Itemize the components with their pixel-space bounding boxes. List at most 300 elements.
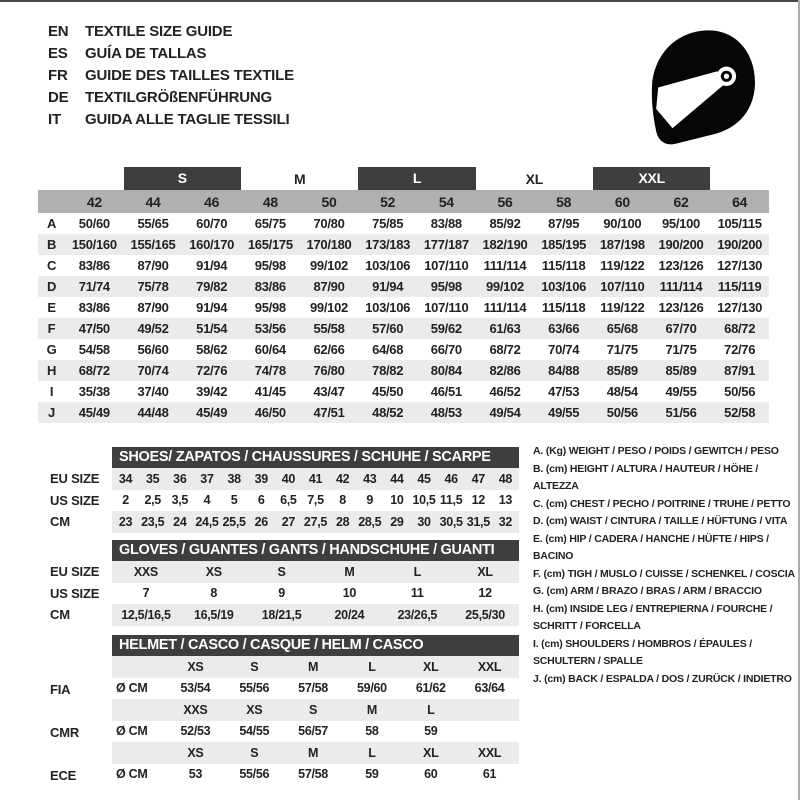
helmet-size-header: XS [246, 702, 263, 717]
measure-cell: 155/165 [130, 237, 176, 252]
value-cell: 18/21,5 [261, 607, 302, 622]
helmet-size-header: XXS [183, 702, 208, 717]
value-cell: 6 [257, 493, 265, 508]
measure-cell: 99/102 [310, 258, 348, 273]
lang-code: DE [48, 88, 69, 106]
measure-row-i [38, 381, 769, 402]
helmet-value-cell: 57/58 [298, 681, 328, 696]
measure-cell: 115/119 [717, 279, 762, 294]
legend-item-h: H. (cm) INSIDE LEG / ENTREPIERNA / FOURCHE / SCHRITT / FORCELLA [533, 602, 773, 632]
measure-cell: 91/94 [196, 300, 228, 315]
measure-cell: 123/126 [658, 300, 704, 315]
measure-cell: 72/76 [196, 363, 228, 378]
value-cell: 9 [366, 493, 374, 508]
legend-item-g: G. (cm) ARM / BRAZO / BRAS / ARM / BRACCIO [533, 585, 762, 597]
measure-cell: 48/52 [372, 405, 404, 420]
row-letter: D [46, 279, 57, 294]
helmet-size-header: XXL [477, 659, 502, 674]
measure-cell: 160/170 [189, 237, 235, 252]
gloves-table [112, 540, 519, 626]
helmet-value-cell: 61/62 [415, 681, 446, 696]
gloves-row-label-eu: EU SIZE [50, 564, 100, 579]
gloves-section [38, 540, 520, 630]
measure-cell: 123/126 [658, 258, 704, 273]
gloves-row-label-us: US SIZE [50, 586, 100, 601]
measure-cell: 99/102 [486, 279, 524, 294]
measure-cell: 187/198 [599, 237, 645, 252]
value-row [112, 468, 519, 490]
size-col-header: 64 [732, 193, 748, 210]
helmet-value-cell: 60 [424, 767, 438, 782]
value-cell: 24 [173, 514, 187, 529]
diameter-unit-label: Ø CM [116, 767, 148, 782]
page-title: TEXTILE SIZE GUIDE [85, 22, 233, 40]
size-col-header: 50 [321, 193, 337, 210]
measure-cell: 49/55 [548, 405, 580, 420]
measure-cell: 58/62 [196, 342, 228, 357]
value-cell: 5 [230, 493, 238, 508]
helmet-value-cell: 55/56 [239, 681, 270, 696]
value-cell: 34 [118, 471, 133, 486]
value-cell: 25,5/30 [465, 607, 505, 622]
value-cell: 40 [281, 471, 296, 486]
value-cell: 39 [254, 471, 268, 486]
value-cell: 44 [390, 471, 404, 486]
legend-item-f: F. (cm) TIGH / MUSLO / CUISSE / SCHENKEL / COSCIA [533, 567, 795, 580]
value-cell: 48 [498, 471, 513, 486]
legend-item-i: I. (cm) SHOULDERS / HOMBROS / ÉPAULES / SCHULTERN / SPALLE [533, 637, 752, 667]
measure-cell: 165/175 [247, 237, 293, 252]
size-col-header: 56 [497, 193, 513, 210]
measure-cell: 111/114 [483, 258, 527, 273]
value-cell: 6,5 [280, 493, 297, 508]
helmet-values-row-fia [112, 678, 519, 700]
value-cell: 46 [444, 471, 458, 486]
measure-row-j [38, 402, 769, 423]
legend-item-b: B. (cm) HEIGHT / ALTURA / HAUTEUR / HÖHE / ALTEZZA [533, 462, 759, 492]
measure-cell: 48/53 [430, 405, 462, 420]
measure-cell: 85/89 [665, 363, 697, 378]
row-letter: F [47, 321, 56, 336]
measure-cell: 54/58 [78, 342, 110, 357]
size-col-header: 48 [262, 193, 278, 210]
helmet-value-cell: 57/58 [298, 767, 328, 782]
diameter-unit-label: Ø CM [116, 681, 148, 696]
value-cell: 8 [339, 493, 346, 508]
value-cell: 3,5 [171, 493, 189, 508]
measure-cell: 95/98 [254, 300, 286, 315]
measure-cell: 95/98 [254, 258, 286, 273]
helmet-size-header: M [366, 702, 377, 717]
helmet-size-header: XXL [477, 745, 502, 760]
shoes-row-label-eu: EU SIZE [50, 471, 100, 486]
legend-item-j: J. (cm) BACK / ESPALDA / DOS / ZURÜCK / INDIETRO [533, 672, 792, 685]
measure-cell: 185/195 [541, 237, 587, 252]
row-letter: C [46, 258, 57, 273]
value-cell: 11,5 [439, 493, 463, 508]
measure-cell: 68/72 [724, 321, 756, 336]
value-cell: 32 [498, 514, 513, 529]
helmet-size-header: M [308, 659, 319, 674]
value-cell: 37 [200, 471, 214, 486]
measure-cell: 87/90 [137, 258, 169, 273]
measure-cell: 83/86 [78, 300, 110, 315]
measure-cell: 78/82 [372, 363, 404, 378]
main-size-table [38, 167, 769, 423]
measure-cell: 85/92 [489, 216, 521, 231]
value-cell: 7 [142, 586, 150, 601]
helmet-value-cell: 59 [424, 724, 438, 739]
value-cell: 43 [363, 471, 377, 486]
title-row-de [48, 86, 294, 108]
measure-cell: 190/200 [658, 237, 704, 252]
size-number-row [38, 190, 769, 213]
size-class-l: L [358, 167, 475, 190]
measure-cell: 62/66 [313, 342, 345, 357]
helmet-value-cell: 52/53 [180, 724, 211, 739]
legend-item-e: E. (cm) HIP / CADERA / HANCHE / HÜFTE / HIPS / BACINO [533, 532, 769, 562]
helmet-standard-cmr: CMR [50, 725, 80, 740]
helmet-value-cell: 53/54 [180, 681, 211, 696]
value-cell: 4 [203, 493, 211, 508]
helmet-table-title: HELMET / CASCO / CASQUE / HELM / CASCO [112, 635, 519, 656]
value-cell: 28,5 [358, 514, 382, 529]
helmet-size-header: L [368, 659, 376, 674]
measure-row-h [38, 360, 769, 381]
measure-cell: 57/60 [372, 321, 404, 336]
measure-cell: 111/114 [659, 279, 703, 294]
measure-cell: 63/66 [548, 321, 580, 336]
page-title: GUIDA ALLE TAGLIE TESSILI [85, 110, 290, 128]
size-class-xxl: XXL [593, 167, 710, 190]
value-row [112, 511, 519, 533]
size-class-s: S [124, 167, 241, 190]
helmet-value-cell: 56/57 [298, 724, 328, 739]
size-class-xl: XL [525, 170, 543, 187]
helmet-size-header: S [309, 702, 318, 717]
value-cell: 16,5/19 [193, 607, 234, 622]
lang-code: FR [48, 66, 68, 84]
measure-row-g [38, 339, 769, 360]
value-cell: 10 [342, 586, 357, 601]
value-cell: 2 [122, 493, 129, 508]
measure-cell: 95/98 [430, 279, 462, 294]
measure-cell: 47/50 [78, 321, 110, 336]
measure-cell: 95/100 [662, 216, 700, 231]
helmet-standard-ece: ECE [50, 768, 77, 783]
value-cell: S [277, 564, 286, 579]
helmet-table [112, 635, 519, 785]
measure-cell: 50/56 [724, 384, 756, 399]
value-cell: 23,5 [141, 514, 165, 529]
page-title: GUÍA DE TALLAS [85, 44, 207, 62]
measure-cell: 70/80 [313, 216, 345, 231]
value-cell: 24,5 [195, 514, 219, 529]
size-col-header: 44 [145, 193, 161, 210]
measure-cell: 68/72 [489, 342, 521, 357]
measure-cell: 70/74 [548, 342, 580, 357]
measure-cell: 48/54 [606, 384, 638, 399]
measure-cell: 50/56 [606, 405, 638, 420]
measure-cell: 127/130 [717, 300, 763, 315]
measure-cell: 91/94 [196, 258, 228, 273]
value-cell: 41 [308, 471, 323, 486]
title-row-en [48, 20, 294, 42]
measure-cell: 75/78 [137, 279, 169, 294]
measure-cell: 83/86 [78, 258, 110, 273]
measure-cell: 46/52 [489, 384, 521, 399]
helmet-value-cell: 55/56 [239, 767, 270, 782]
measure-cell: 67/70 [665, 321, 697, 336]
value-cell: 12,5/16,5 [121, 607, 171, 622]
legend-item-c: C. (cm) CHEST / PECHO / POITRINE / TRUHE / PETTO [533, 497, 791, 510]
helmet-size-header: XS [187, 659, 204, 674]
measure-cell: 71/75 [665, 342, 697, 357]
helmet-value-cell: 59 [365, 767, 379, 782]
measure-cell: 119/122 [600, 300, 645, 315]
value-cell: 23/26,5 [397, 607, 438, 622]
value-cell: L [413, 564, 421, 579]
row-letter: A [46, 216, 57, 231]
helmet-value-cell: 59/60 [357, 681, 387, 696]
measure-cell: 182/190 [482, 237, 528, 252]
measure-cell: 173/183 [365, 237, 411, 252]
lang-code: EN [48, 22, 69, 40]
helmet-value-cell: 53 [188, 767, 203, 782]
value-cell: 36 [173, 471, 187, 486]
size-col-header: 58 [556, 193, 572, 210]
measure-cell: 68/72 [78, 363, 110, 378]
helmet-values-row-ece [112, 764, 519, 786]
row-letter: H [46, 363, 57, 378]
value-cell: 10,5 [412, 493, 436, 508]
title-row-it [48, 108, 294, 130]
value-cell: 12 [471, 493, 485, 508]
helmet-value-cell: 58 [365, 724, 379, 739]
measure-cell: 75/85 [372, 216, 404, 231]
row-letter: I [49, 384, 54, 399]
measure-cell: 60/64 [254, 342, 286, 357]
measure-cell: 41/45 [254, 384, 286, 399]
measure-row-f [38, 318, 769, 339]
measure-cell: 105/115 [717, 216, 762, 231]
value-cell: 31,5 [466, 514, 490, 529]
measure-cell: 53/56 [254, 321, 286, 336]
value-cell: 29 [390, 514, 404, 529]
helmet-standard-fia: FIA [50, 682, 71, 697]
diameter-unit-label: Ø CM [116, 724, 148, 739]
helmet-value-cell: 61 [482, 767, 497, 782]
value-cell: 8 [210, 586, 218, 601]
helmet-size-header: S [250, 659, 259, 674]
measure-cell: 66/70 [430, 342, 462, 357]
size-col-header: 52 [380, 193, 396, 210]
value-cell: 10 [390, 493, 404, 508]
legend-item-a: A. (Kg) WEIGHT / PESO / POIDS / GEWITCH / PESO [533, 445, 779, 457]
helmet-size-header: L [427, 702, 435, 717]
measure-cell: 87/91 [724, 363, 756, 378]
value-cell: 30,5 [439, 514, 463, 529]
shoes-table-title: SHOES/ ZAPATOS / CHAUSSURES / SCHUHE / SCARPE [112, 447, 519, 468]
measure-cell: 64/68 [372, 342, 404, 357]
measure-cell: 45/49 [78, 405, 110, 420]
measure-cell: 103/106 [365, 300, 411, 315]
measure-cell: 46/50 [254, 405, 286, 420]
value-cell: 23 [118, 514, 133, 529]
page-top-border [0, 0, 800, 2]
helmet-icon [646, 28, 758, 146]
measure-cell: 39/42 [196, 384, 228, 399]
value-row [112, 604, 519, 626]
shoes-row-label-us: US SIZE [50, 493, 100, 508]
size-class-band-row [38, 167, 769, 190]
measure-cell: 90/100 [603, 216, 642, 231]
value-cell: XL [477, 564, 493, 579]
measure-cell: 190/200 [717, 237, 763, 252]
measure-cell: 46/51 [430, 384, 462, 399]
measure-cell: 87/90 [137, 300, 169, 315]
helmet-size-header: XS [187, 745, 204, 760]
value-cell: 11 [410, 586, 424, 601]
value-cell: 26 [254, 514, 268, 529]
helmet-sizes-row-cmr [112, 699, 519, 721]
measure-cell: 49/54 [489, 405, 521, 420]
value-cell: 47 [471, 471, 485, 486]
measure-cell: 85/89 [606, 363, 638, 378]
row-letter: J [48, 405, 55, 420]
value-cell: M [344, 564, 355, 579]
measure-cell: 150/160 [71, 237, 117, 252]
measure-cell: 60/70 [196, 216, 228, 231]
value-cell: 30 [417, 514, 431, 529]
measure-cell: 71/74 [78, 279, 110, 294]
helmet-size-header: M [308, 745, 319, 760]
measure-row-e [38, 297, 769, 318]
measure-cell: 111/114 [483, 300, 527, 315]
title-block [48, 20, 294, 130]
measure-cell: 87/95 [548, 216, 580, 231]
gloves-table-title: GLOVES / GUANTES / GANTS / HANDSCHUHE / GUANTI [112, 540, 519, 561]
value-cell: 35 [146, 471, 160, 486]
page-title: TEXTILGRÖßENFÜHRUNG [85, 88, 273, 106]
measure-cell: 43/47 [313, 384, 345, 399]
measure-cell: 35/38 [78, 384, 110, 399]
measure-cell: 99/102 [310, 300, 348, 315]
title-row-es [48, 42, 294, 64]
measure-cell: 127/130 [717, 258, 763, 273]
helmet-values-row-cmr [112, 721, 519, 743]
measure-cell: 47/51 [313, 405, 345, 420]
value-row [112, 561, 519, 583]
measure-cell: 50/60 [78, 216, 110, 231]
measure-cell: 49/55 [665, 384, 697, 399]
value-cell: 9 [278, 586, 285, 601]
helmet-size-header: XL [423, 659, 439, 674]
measure-cell: 51/54 [196, 321, 228, 336]
measure-cell: 119/122 [600, 258, 645, 273]
measure-cell: 52/58 [724, 405, 756, 420]
value-cell: 20/24 [334, 607, 365, 622]
size-class-m: M [293, 170, 306, 187]
helmet-size-header: XL [423, 745, 439, 760]
measure-cell: 115/118 [541, 300, 586, 315]
value-cell: 38 [227, 471, 241, 486]
measure-cell: 56/60 [137, 342, 169, 357]
page-title: GUIDE DES TAILLES TEXTILE [85, 66, 294, 84]
shoes-section [38, 447, 520, 537]
measurement-legend [533, 443, 800, 688]
gloves-row-label-cm: CM [50, 607, 70, 622]
measure-row-d [38, 276, 769, 297]
measure-cell: 80/84 [430, 363, 462, 378]
measure-row-b [38, 234, 769, 255]
helmet-size-header: S [250, 745, 259, 760]
measure-cell: 74/78 [254, 363, 286, 378]
value-row [112, 490, 519, 512]
size-col-header: 62 [673, 193, 689, 210]
measure-cell: 115/118 [541, 258, 586, 273]
shoes-table [112, 447, 519, 533]
title-row-fr [48, 64, 294, 86]
lang-code: IT [48, 110, 61, 128]
shoes-row-label-cm: CM [50, 514, 70, 529]
measure-cell: 55/58 [313, 321, 345, 336]
helmet-sizes-row-ece [112, 742, 519, 764]
helmet-value-cell: 54/55 [239, 724, 270, 739]
measure-cell: 91/94 [372, 279, 404, 294]
measure-row-c [38, 255, 769, 276]
value-cell: 42 [335, 471, 350, 486]
measure-cell: 37/40 [137, 384, 169, 399]
measure-row-a [38, 213, 769, 234]
size-col-header: 60 [614, 193, 630, 210]
measure-cell: 71/75 [606, 342, 638, 357]
measure-cell: 107/110 [424, 258, 469, 273]
value-row [112, 583, 519, 605]
measure-cell: 82/86 [489, 363, 521, 378]
row-letter: G [46, 342, 57, 357]
measure-cell: 44/48 [137, 405, 169, 420]
size-col-header: 46 [204, 193, 220, 210]
value-cell: 27,5 [303, 514, 328, 529]
measure-cell: 103/106 [365, 258, 411, 273]
measure-cell: 49/52 [137, 321, 169, 336]
value-cell: 13 [498, 493, 513, 508]
measure-cell: 70/74 [137, 363, 169, 378]
helmet-size-header: L [368, 745, 376, 760]
row-letter: E [47, 300, 56, 315]
value-cell: XS [205, 564, 222, 579]
measure-cell: 61/63 [489, 321, 521, 336]
measure-cell: 87/90 [313, 279, 345, 294]
measure-cell: 170/180 [306, 237, 352, 252]
measure-cell: 59/62 [430, 321, 462, 336]
measure-cell: 84/88 [548, 363, 580, 378]
measure-cell: 65/68 [606, 321, 638, 336]
value-cell: 2,5 [144, 493, 161, 508]
lang-code: ES [48, 44, 68, 62]
value-cell: 7,5 [307, 493, 324, 508]
measure-cell: 51/56 [665, 405, 697, 420]
value-cell: XXS [133, 564, 158, 579]
value-cell: 27 [281, 514, 296, 529]
measure-cell: 65/75 [254, 216, 286, 231]
measure-cell: 83/86 [254, 279, 286, 294]
helmet-sizes-row-fia [112, 656, 519, 678]
measure-cell: 177/187 [423, 237, 469, 252]
measure-cell: 47/53 [548, 384, 580, 399]
measure-cell: 103/106 [541, 279, 587, 294]
